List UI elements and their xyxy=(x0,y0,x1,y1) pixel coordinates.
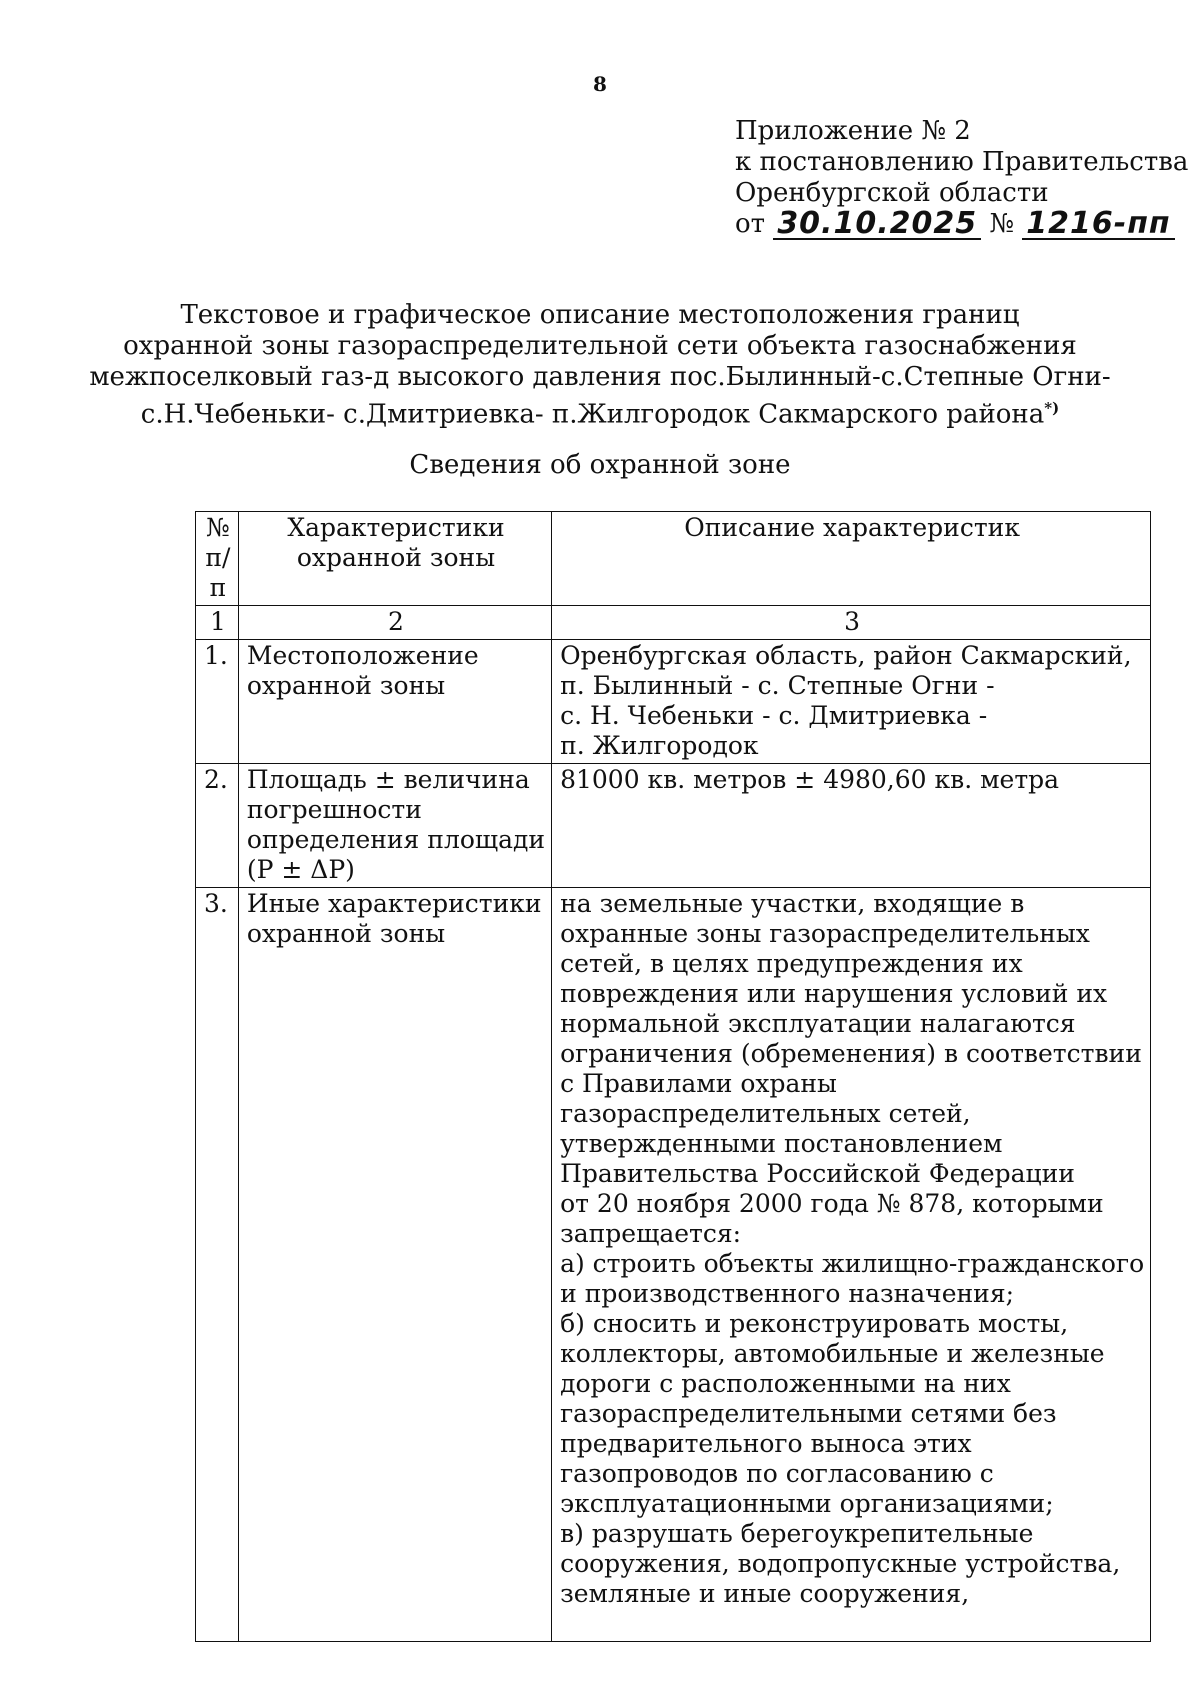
column-number-row xyxy=(196,606,1151,640)
text-line: Оренбургская область, район Сакмарский, xyxy=(560,641,1132,670)
text-line: Площадь ± величина xyxy=(246,765,530,794)
title-line xyxy=(0,393,1200,431)
row-description xyxy=(552,640,1151,764)
document-title xyxy=(0,300,1200,431)
text-line: от 20 ноября 2000 года № 878, которыми xyxy=(560,1189,1104,1218)
section-subtitle: Сведения об охранной зоне xyxy=(409,450,791,480)
text-line: охранной зоны xyxy=(246,919,446,948)
number-prefix: № xyxy=(989,209,1014,239)
title-line-text: с.Н.Чебеньки- с.Дмитриевка- п.Жилгородок Сакмарского района xyxy=(140,399,1045,430)
row-description xyxy=(552,888,1151,1642)
text-line: сооружения, водопропускные устройства, xyxy=(560,1549,1121,1578)
text-line: а) строить объекты жилищно-гражданского xyxy=(560,1249,1145,1278)
column-number: 3 xyxy=(552,606,1151,640)
title-line: охранной зоны газораспределительной сети объекта газоснабжения xyxy=(123,331,1077,361)
header-text: Характеристики xyxy=(287,513,505,542)
text-line: сетей, в целях предупреждения их xyxy=(560,949,1023,978)
appendix-resolution: к постановлению Правительства xyxy=(735,147,1189,177)
table-row xyxy=(196,640,1151,764)
header-text: № xyxy=(206,513,230,542)
text-line: эксплуатационными организациями; xyxy=(560,1489,1054,1518)
table-row xyxy=(196,888,1151,1642)
handwritten-date: 30.10.2025 xyxy=(773,210,981,240)
text-line: дороги с расположенными на них xyxy=(560,1369,1011,1398)
text-line: предварительного выноса этих xyxy=(560,1429,972,1458)
title-line: Текстовое и графическое описание местоположения границ xyxy=(180,300,1020,330)
appendix-date-line xyxy=(735,206,1188,241)
row-number: 2. xyxy=(196,764,239,888)
row-description xyxy=(552,764,1151,888)
row-number: 3. xyxy=(196,888,239,1642)
text-line: охранной зоны xyxy=(246,671,446,700)
row-number: 1. xyxy=(196,640,239,764)
text-line: п. Былинный - с. Степные Огни - xyxy=(560,671,995,700)
handwritten-number: 1216-пп xyxy=(1022,210,1174,240)
text-line: на земельные участки, входящие в xyxy=(560,889,1025,918)
title-line: межпоселковый газ-д высокого давления пос.Былинный-с.Степные Огни- xyxy=(89,362,1111,392)
text-line: определения площади xyxy=(246,825,546,854)
text-line: (Р ± ΔР) xyxy=(246,855,355,884)
protection-zone-table xyxy=(195,511,1151,1642)
header-text: Описание характеристик xyxy=(684,513,1020,542)
text-line: и производственного назначения; xyxy=(560,1279,1015,1308)
text-line: с. Н. Чебеньки - с. Дмитриевка - xyxy=(560,701,988,730)
text-line: запрещается: xyxy=(560,1219,742,1248)
column-number: 1 xyxy=(196,606,239,640)
header-characteristics xyxy=(238,512,551,606)
text-line: Иные характеристики xyxy=(246,889,542,918)
table-header-row xyxy=(196,512,1151,606)
text-line: б) сносить и реконструировать мосты, xyxy=(560,1309,1069,1338)
text-line: охранные зоны газораспределительных xyxy=(560,919,1090,948)
appendix-block xyxy=(735,116,1188,240)
row-characteristic xyxy=(238,640,551,764)
page-number: 8 xyxy=(593,72,607,96)
text-line: 81000 кв. метров ± 4980,60 кв. метра xyxy=(560,765,1060,794)
header-text: п/п xyxy=(205,543,231,602)
row-characteristic xyxy=(238,764,551,888)
text-line: Правительства Российской Федерации xyxy=(560,1159,1075,1188)
text-line: газораспределительных сетей, xyxy=(560,1099,971,1128)
text-line: с Правилами охраны xyxy=(560,1069,837,1098)
text-line: газораспределительными сетями без xyxy=(560,1399,1057,1428)
table-row xyxy=(196,764,1151,888)
text-line: коллекторы, автомобильные и железные xyxy=(560,1339,1105,1368)
text-line: газопроводов по согласованию с xyxy=(560,1459,994,1488)
date-prefix: от xyxy=(735,209,766,239)
text-line: повреждения или нарушения условий их xyxy=(560,979,1108,1008)
text-line: Местоположение xyxy=(246,641,479,670)
text-line: земляные и иные сооружения, xyxy=(560,1579,970,1608)
row-characteristic xyxy=(238,888,551,1642)
text-line: утвержденными постановлением xyxy=(560,1129,1003,1158)
appendix-title: Приложение № 2 xyxy=(735,116,971,146)
header-description xyxy=(552,512,1151,606)
text-line: нормальной эксплуатации налагаются xyxy=(560,1009,1076,1038)
header-number xyxy=(196,512,239,606)
text-line: п. Жилгородок xyxy=(560,731,759,760)
text-line: погрешности xyxy=(246,795,422,824)
header-text: охранной зоны xyxy=(296,543,496,572)
text-line: ограничения (обременения) в соответствии xyxy=(560,1039,1142,1068)
appendix-region: Оренбургской области xyxy=(735,178,1049,208)
text-line: в) разрушать берегоукрепительные xyxy=(560,1519,1034,1548)
footnote-mark: *) xyxy=(1044,399,1060,417)
column-number: 2 xyxy=(238,606,551,640)
